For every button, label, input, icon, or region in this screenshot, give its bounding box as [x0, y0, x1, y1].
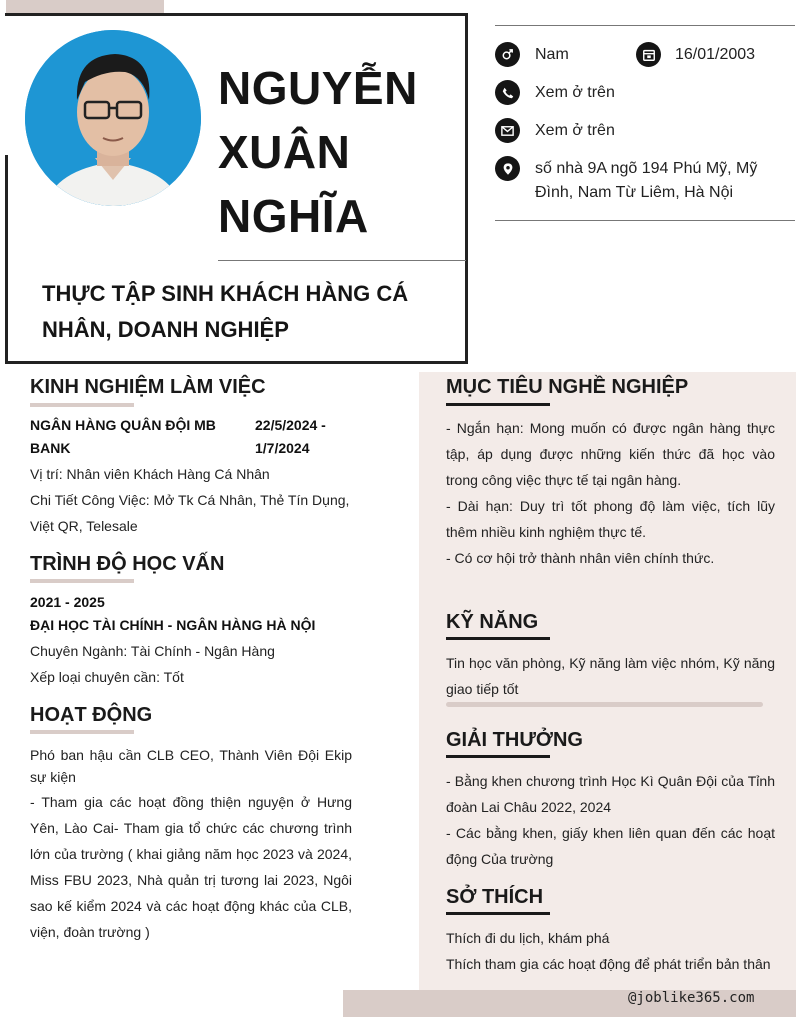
experience-title: KINH NGHIỆM LÀM VIỆC [30, 376, 266, 398]
email-icon [495, 118, 520, 143]
footer-watermark: @joblike365.com [628, 990, 755, 1006]
location-icon [495, 156, 520, 181]
skills-text: Tin học văn phòng, Kỹ năng làm việc nhóm, Kỹ năng giao tiếp tốt [446, 655, 775, 697]
skills-title-underline [446, 637, 550, 640]
name-card-left-border [5, 155, 8, 361]
portrait-illustration [25, 30, 201, 206]
experience-details: Chi Tiết Công Việc: Mở Tk Cá Nhân, Thẻ Tín Dụng, Việt QR, Telesale [30, 492, 350, 534]
experience-period: 22/5/2024 - 1/7/2024 [255, 417, 326, 456]
objective-title-underline [446, 403, 550, 406]
skills-bar [446, 702, 763, 707]
objective-title: MỤC TIÊU NGHỀ NGHIỆP [446, 376, 689, 398]
education-school: ĐẠI HỌC TÀI CHÍNH - NGÂN HÀNG HÀ NỘI [30, 617, 316, 633]
awards-item-2: - Các bằng khen, giấy khen liên quan đến các hoạt động Của trường [446, 825, 775, 867]
address-value: số nhà 9A ngõ 194 Phú Mỹ, Mỹ Đình, Nam Từ Liêm, Hà Nội [535, 160, 758, 201]
activities-title-underline [30, 730, 134, 734]
gender-value: Nam [535, 46, 569, 63]
name-line-2: XUÂN [218, 126, 351, 178]
hobbies-title: SỞ THÍCH [446, 886, 544, 908]
awards-title: GIẢI THƯỞNG [446, 729, 583, 751]
education-title-underline [30, 579, 134, 583]
skills-title: KỸ NĂNG [446, 611, 539, 633]
birthdate-value: 16/01/2003 [675, 46, 756, 63]
avatar [25, 30, 201, 206]
objective-chance: - Có cơ hội trở thành nhân viên chính thức. [446, 550, 715, 566]
activities-line-1: Phó ban hậu cần CLB CEO, Thành Viên Đội Ekip sự kiện [30, 747, 352, 785]
name-line-3: NGHĨA [218, 190, 369, 242]
calendar-icon [636, 42, 661, 67]
objective-short-term: - Ngắn hạn: Mong muốn có được ngân hàng thực tập, áp dụng được những kiến thức đã học vào trong công việc thực tế tại ngân hàng. [446, 420, 775, 488]
hobbies-item-2: Thích tham gia các hoạt động để phát triển bản thân [446, 956, 771, 972]
education-years: 2021 - 2025 [30, 594, 105, 610]
experience-company: NGÂN HÀNG QUÂN ĐỘI MB BANK [30, 417, 216, 456]
objective-long-term: - Dài hạn: Duy trì tốt phong độ làm việc, tích lũy thêm nhiều kinh nghiệm thực tế. [446, 498, 775, 540]
activities-title: HOẠT ĐỘNG [30, 704, 153, 726]
education-rating: Xếp loại chuyên cần: Tốt [30, 669, 184, 685]
experience-position: Vị trí: Nhân viên Khách Hàng Cá Nhân [30, 466, 270, 482]
awards-item-1: - Bằng khen chương trình Học Kì Quân Đội của Tỉnh đoàn Lai Châu 2022, 2024 [446, 773, 775, 815]
info-bottom-divider [495, 220, 795, 221]
name-divider [218, 260, 466, 261]
hobbies-title-underline [446, 912, 550, 915]
info-top-divider [495, 25, 795, 26]
phone-icon [495, 80, 520, 105]
full-name [218, 56, 463, 248]
gender-icon [495, 42, 520, 67]
education-major: Chuyên Ngành: Tài Chính - Ngân Hàng [30, 643, 275, 659]
name-line-1: NGUYỄN [218, 62, 418, 114]
experience-title-underline [30, 403, 134, 407]
awards-title-underline [446, 755, 550, 758]
email-value: Xem ở trên [535, 122, 615, 139]
phone-value: Xem ở trên [535, 84, 615, 101]
activities-line-2: - Tham gia các hoạt đồng thiện nguyện ở Hưng Yên, Lào Cai- Tham gia tổ chức các chương trình lớn của trường ( khai giảng năm học 2023 và 2024, Miss FBU 2023, Nhà quản trị tương lai 2023, Ngôi sao kế kiểm 2024 và các hoạt động khác của CLB, viện, đoàn trường ) [30, 794, 352, 940]
education-title: TRÌNH ĐỘ HỌC VẤN [30, 553, 225, 575]
hobbies-item-1: Thích đi du lịch, khám phá [446, 930, 610, 946]
job-title: THỰC TẬP SINH KHÁCH HÀNG CÁ NHÂN, DOANH NGHIỆP [42, 281, 409, 342]
